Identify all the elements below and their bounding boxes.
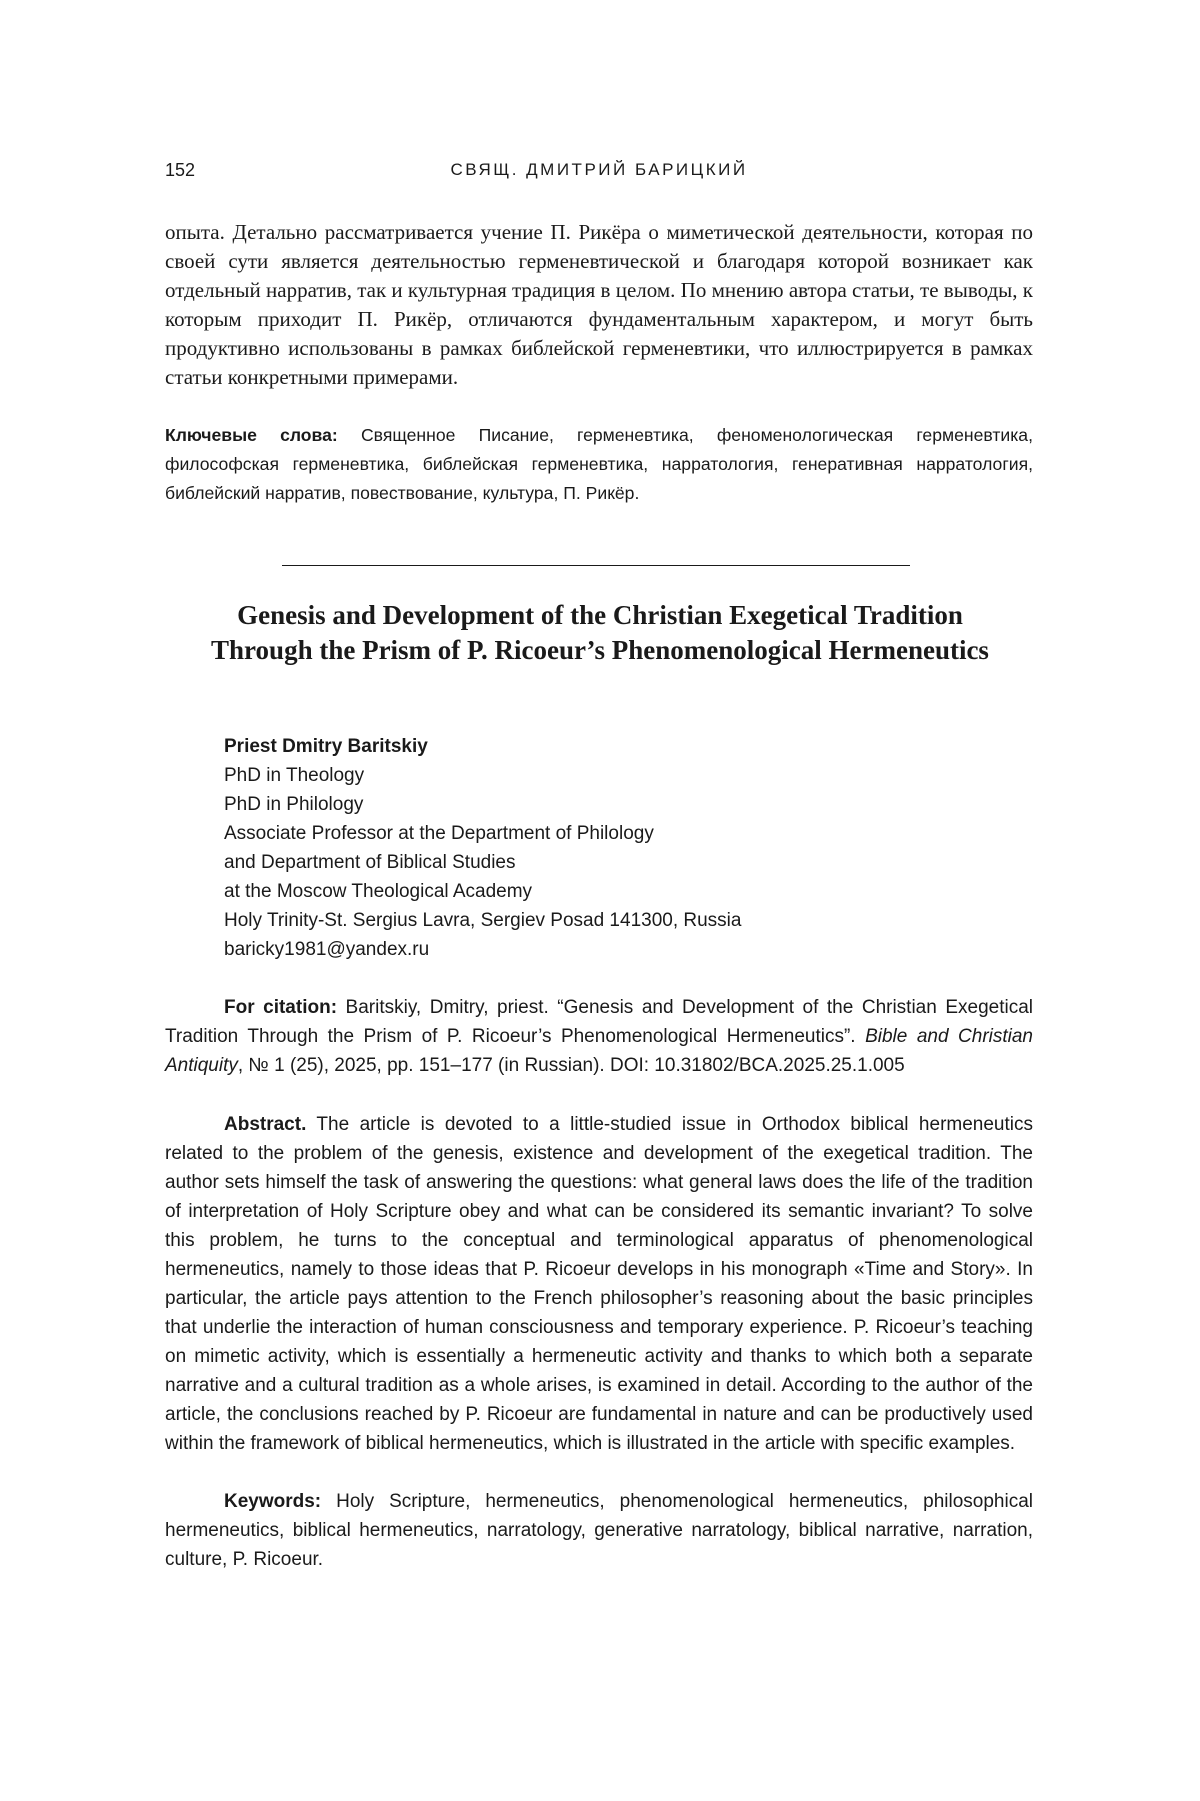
english-abstract — [165, 1110, 1033, 1458]
citation-details: , № 1 (25), 2025, pp. 151–177 (in Russian). DOI: 10.31802/BCA.2025.25.1.005 — [237, 1055, 905, 1076]
russian-abstract-end: опыта. Детально рассматривается учение П. Рикёра о миметической деятельности, которая по своей сути является деятельностью герменевтической и благодаря которой возникает как отдельный нарратив, так и культурная традиция в целом. По мнению автора статьи, те выводы, к которым приходит П. Рикёр, отличаются фундаментальным характером, и могут быть продуктивно использованы в рамках библейской герменевтики, что иллюстрируется в рамках статьи конкретными примерами. — [165, 220, 1033, 389]
author-position: Associate Professor at the Department of Philology — [224, 823, 654, 844]
page-header — [165, 160, 1033, 190]
author-degree-philology: PhD in Philology — [224, 794, 364, 815]
russian-keywords-label: Ключевые слова: — [165, 425, 338, 445]
russian-keywords — [165, 421, 1033, 508]
author-department: and Department of Biblical Studies — [224, 852, 516, 873]
author-name: Priest Dmitry Baritskiy — [224, 736, 428, 757]
english-keywords — [165, 1487, 1033, 1574]
page-number: 152 — [165, 160, 196, 180]
citation-text: Baritskiy, Dmitry, priest. “Genesis and Development of the Christian Exegetical Tradition Through the Prism of P. Ricoeur’s Phenomenological Hermeneutics”. — [165, 997, 1033, 1047]
abstract-text: The article is devoted to a little-studied issue in Orthodox biblical hermeneutics related to the problem of the genesis, existence and development of the exegetical tradition. The author sets himself the task of answering the questions: what general laws does the life of the tradition of interpretation of Holy Scripture obey and what can be considered its semantic invariant? To solve this problem, he turns to the conceptual and terminological apparatus of phenomenological hermeneutics, namely to those ideas that P. Ricoeur develops in his monograph «Time and Story». In particular, the article pays attention to the French philosopher’s reasoning about the basic principles that underlie the interaction of human consciousness and temporary experience. P. Ricoeur’s teaching on mimetic activity, which is essentially a hermeneutic activity and thanks to which both a separate narrative and a cultural tradition as a whole arises, is examined in detail. According to the author of the article, the conclusions reached by P. Ricoeur are fundamental in nature and can be productively used within the framework of biblical hermeneutics, which is illustrated in the article with specific examples. — [165, 1114, 1033, 1454]
author-email: baricky1981@yandex.ru — [224, 939, 430, 960]
abstract-label: Abstract. — [224, 1114, 307, 1135]
author-degree-theology: PhD in Theology — [224, 765, 365, 786]
keywords-label: Keywords: — [224, 1491, 322, 1512]
author-block — [224, 732, 924, 964]
citation-journal: Bible and Christian Antiquity — [165, 1026, 1033, 1076]
author-institution: at the Moscow Theological Academy — [224, 881, 533, 902]
keywords-text: Holy Scripture, hermeneutics, phenomenological hermeneutics, philosophical hermeneutics, biblical hermeneutics, narratology, generative narratology, biblical narrative, narration, culture, P. Ricoeur. — [165, 1491, 1033, 1570]
citation — [165, 993, 1033, 1080]
russian-keywords-text: Священное Писание, герменевтика, феноменологическая герменевтика, философская герменевтика, библейская герменевтика, нарратология, генеративная нарратология, библейский нарратив, повествование, культура, П. Рикёр. — [165, 425, 1033, 503]
running-head: СВЯЩ. ДМИТРИЙ БАРИЦКИЙ — [450, 160, 748, 179]
citation-label: For citation: — [224, 997, 338, 1018]
section-divider — [282, 565, 910, 566]
article-title: Genesis and Development of the Christian Exegetical Tradition Through the Prism of P. Ricoeur’s Phenomenological Hermeneutics — [211, 600, 989, 665]
author-address: Holy Trinity-St. Sergius Lavra, Sergiev Posad 141300, Russia — [224, 910, 742, 931]
